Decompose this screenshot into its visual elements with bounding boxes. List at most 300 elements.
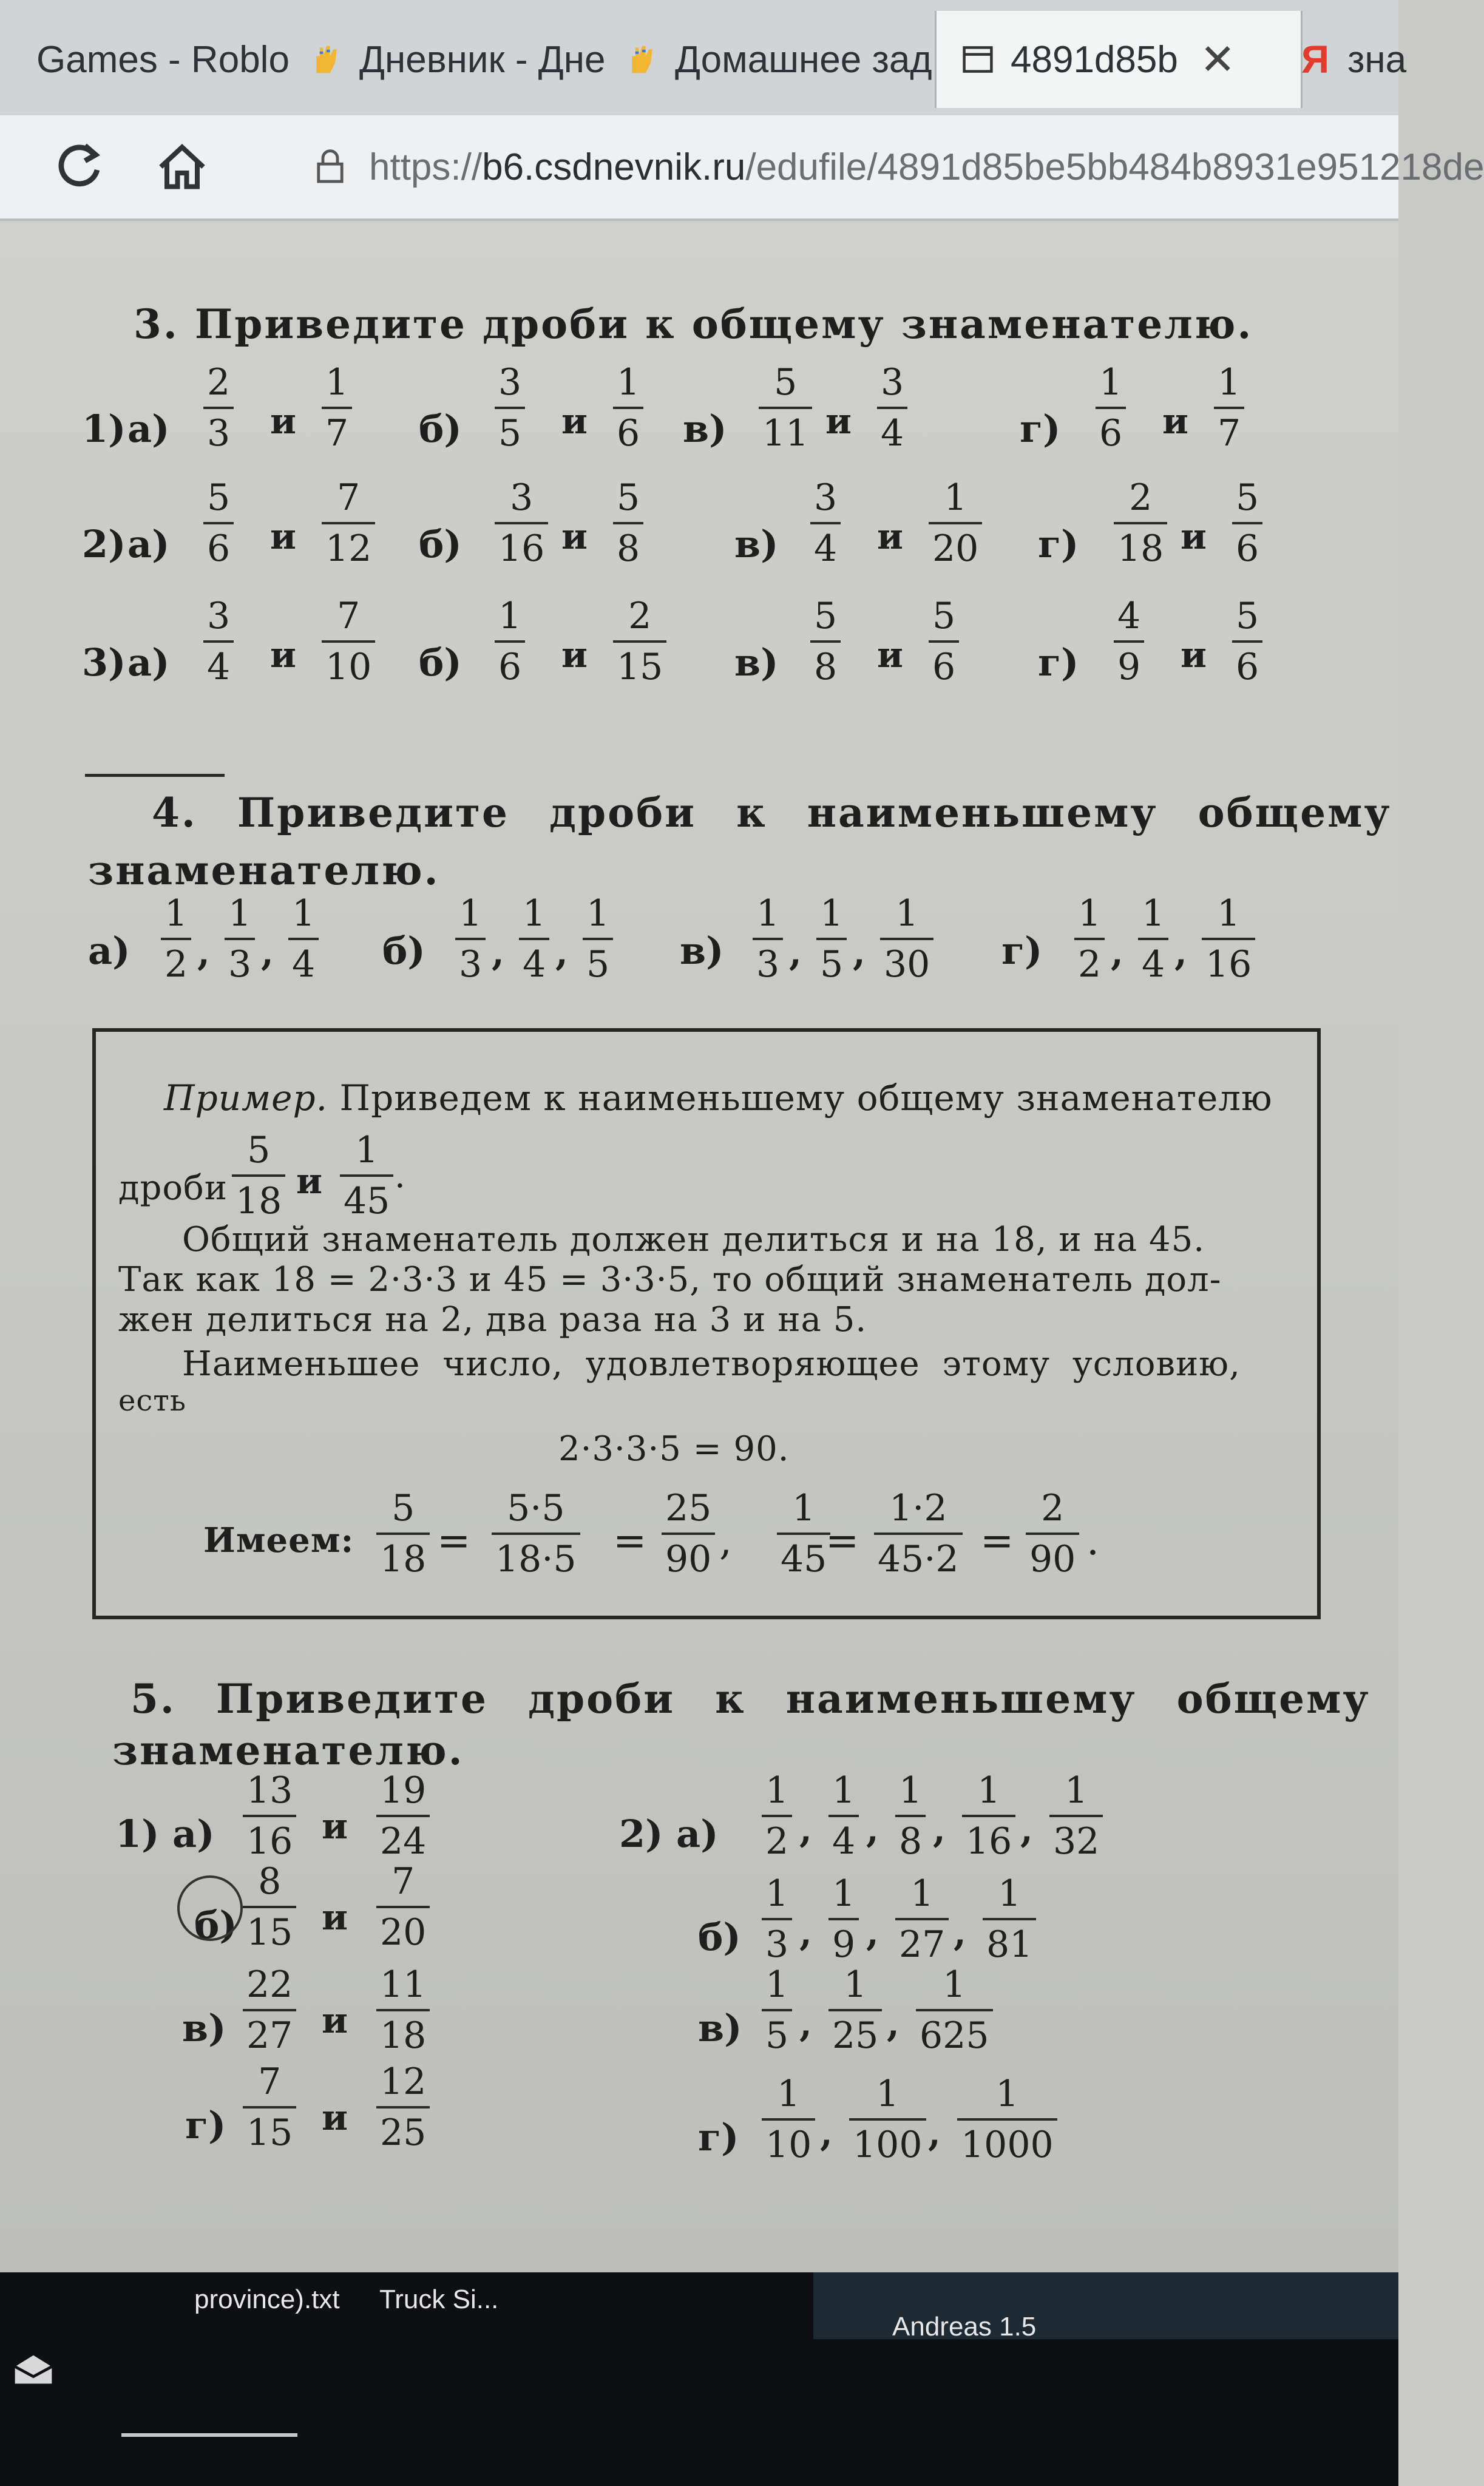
fraction — [762, 2073, 815, 2166]
comma: , — [799, 1809, 812, 1851]
numerator: 1 — [844, 1963, 867, 2006]
fraction — [243, 1769, 296, 1863]
numerator: 1 — [765, 1963, 789, 2006]
numerator: 1 — [523, 892, 546, 935]
numerator: 1 — [943, 1963, 966, 2006]
fraction — [929, 476, 982, 570]
tab-label: Games - Roblo — [36, 38, 290, 81]
conj-and: и — [1162, 401, 1189, 442]
numerator: 2 — [1129, 476, 1153, 519]
denominator: 5 — [762, 2009, 792, 2054]
denominator: 6 — [495, 640, 525, 685]
fraction — [849, 2073, 926, 2166]
numerator: 4 — [1117, 595, 1141, 637]
denominator: 20 — [929, 522, 982, 567]
item-label: 2) а) — [619, 1812, 719, 1856]
denominator: 10 — [762, 2118, 815, 2163]
conj-and: и — [270, 401, 297, 442]
denominator: 81 — [983, 1918, 1036, 1963]
denominator: 5 — [495, 407, 525, 452]
denominator: 3 — [225, 938, 255, 983]
row-label: 3) — [82, 640, 126, 685]
numerator: 1 — [899, 1769, 923, 1812]
example-line-1: Общий знаменатель должен делиться и на 18, и на 45. — [182, 1220, 1205, 1259]
fraction — [519, 892, 549, 986]
item-letter: г) — [1020, 407, 1061, 451]
fraction — [243, 2061, 296, 2154]
comma: , — [555, 932, 568, 974]
numerator: 2 — [207, 361, 231, 404]
denominator: 4 — [877, 407, 907, 452]
fraction — [983, 1872, 1036, 1966]
denominator: 90 — [1026, 1533, 1079, 1577]
fraction — [613, 476, 643, 570]
fraction — [495, 595, 525, 688]
denominator: 24 — [376, 1815, 430, 1860]
numerator: 7 — [258, 2061, 282, 2103]
item-label: б) — [698, 1915, 741, 1959]
item-letter: г) — [1038, 640, 1079, 685]
task5-title: 5. Приведите дроби к наименьшему общему — [130, 1675, 1370, 1722]
tab-current-file[interactable] — [935, 11, 1303, 108]
fraction — [1214, 361, 1244, 455]
url-path: /edufile/4891d85be5bb484b8931e951218de — [745, 146, 1484, 188]
denominator: 3 — [753, 938, 783, 983]
denominator: 25 — [828, 2009, 882, 2054]
fraction — [929, 595, 959, 688]
denominator: 32 — [1049, 1815, 1103, 1860]
comma: , — [933, 1809, 946, 1851]
numerator: 1 — [756, 892, 780, 935]
conj-and: и — [270, 516, 297, 557]
fraction — [662, 1487, 715, 1580]
home-icon[interactable] — [152, 137, 212, 197]
numerator: 5 — [207, 476, 231, 519]
fraction — [1138, 892, 1168, 986]
fraction — [203, 476, 234, 570]
fraction — [1049, 1769, 1103, 1863]
url-field[interactable] — [316, 140, 1484, 194]
numerator: 22 — [246, 1963, 293, 2006]
fraction — [583, 892, 613, 986]
fraction — [810, 595, 841, 688]
denominator: 16 — [962, 1815, 1015, 1860]
fraction — [753, 892, 783, 986]
numerator: 7 — [337, 595, 361, 637]
numerator: 5 — [247, 1129, 271, 1171]
numerator: 1 — [977, 1769, 1001, 1812]
fraction — [322, 476, 375, 570]
tab-yandex[interactable] — [1293, 11, 1407, 108]
numerator: 1 — [325, 361, 349, 404]
item-label: в) — [182, 2006, 226, 2050]
taskbar-file-andreas[interactable]: Andreas 1.5 — [892, 2312, 1037, 2342]
divider — [85, 774, 225, 777]
fraction — [916, 1963, 993, 2057]
numerator: 1 — [995, 2073, 1019, 2115]
row-label: 1) — [82, 407, 126, 451]
denominator: 10 — [322, 640, 375, 685]
denominator: 20 — [376, 1906, 430, 1951]
denominator: 6 — [929, 640, 959, 685]
denominator: 45 — [777, 1533, 830, 1577]
denominator: 25 — [376, 2106, 430, 2151]
comma: , — [799, 1912, 812, 1954]
denominator: 45 — [340, 1174, 393, 1219]
fraction — [495, 476, 548, 570]
fraction — [376, 1963, 430, 2057]
denominator: 6 — [613, 407, 643, 452]
conj-and: и — [877, 516, 904, 557]
conj-and: и — [322, 2097, 348, 2138]
numerator: 1 — [1065, 1769, 1088, 1812]
fraction — [762, 1872, 792, 1966]
numerator: 5 — [1236, 595, 1259, 637]
fraction — [495, 361, 525, 455]
numerator: 25 — [665, 1487, 712, 1529]
item-letter: а) — [127, 522, 170, 566]
comma: , — [261, 932, 274, 974]
denominator: 1000 — [957, 2118, 1057, 2163]
numerator: 3 — [207, 595, 231, 637]
denominator: 18 — [232, 1174, 285, 1219]
denominator: 12 — [322, 522, 375, 567]
fraction — [613, 361, 643, 455]
numerator: 2 — [1041, 1487, 1065, 1529]
fraction — [828, 1963, 882, 2057]
item-label: г) — [698, 2115, 739, 2159]
denominator: 8 — [810, 640, 841, 685]
item-label: 1) а) — [115, 1812, 215, 1856]
url-prefix: https:// — [369, 146, 483, 188]
conj-and: и — [825, 401, 852, 442]
numerator: 5·5 — [507, 1487, 565, 1529]
numerator: 1 — [1078, 892, 1102, 935]
comma: , — [1111, 932, 1123, 974]
fraction — [161, 892, 191, 986]
denominator: 16 — [1202, 938, 1255, 983]
numerator: 1 — [895, 892, 919, 935]
numerator: 3 — [498, 361, 522, 404]
numerator: 1 — [355, 1129, 379, 1171]
denominator: 4 — [519, 938, 549, 983]
fraction — [828, 1872, 859, 1966]
fraction — [225, 892, 255, 986]
fraction — [816, 892, 847, 986]
numerator: 11 — [380, 1963, 427, 2006]
mail-icon[interactable] — [12, 2351, 55, 2388]
conj-and: и — [561, 516, 588, 557]
numerator: 3 — [881, 361, 904, 404]
page-icon — [961, 42, 995, 76]
item-letter: г) — [1001, 929, 1043, 973]
numerator: 1 — [777, 2073, 801, 2115]
numerator: 5 — [391, 1487, 415, 1529]
item-letter: б) — [419, 640, 462, 685]
conj-and: и — [1181, 634, 1207, 676]
equals-sign: = — [437, 1517, 472, 1564]
conj-and: и — [1181, 516, 1207, 557]
numerator: 1 — [586, 892, 610, 935]
example-have: Имеем: — [203, 1520, 354, 1560]
fraction — [322, 361, 352, 455]
item-label: б) — [194, 1903, 237, 1947]
denominator: 9 — [1114, 640, 1144, 685]
item-letter: в) — [680, 929, 724, 973]
fraction — [874, 1487, 963, 1580]
fraction — [877, 361, 907, 455]
yandex-logo-icon: Я — [1301, 38, 1329, 81]
numerator: 1 — [1142, 892, 1165, 935]
tab-homework[interactable] — [625, 11, 932, 108]
taskbar — [0, 2272, 1398, 2486]
numerator: 1 — [910, 1872, 934, 1915]
comma: , — [866, 1912, 879, 1954]
numerator: 13 — [246, 1769, 293, 1812]
comma: , — [197, 932, 210, 974]
task5-title-cont: знаменателю. — [112, 1727, 464, 1774]
fraction — [243, 1963, 296, 2057]
denominator: 5 — [583, 938, 613, 983]
comma: , — [799, 2003, 812, 2045]
numerator: 19 — [380, 1769, 427, 1812]
denominator: 45·2 — [874, 1533, 963, 1577]
example-line-5: есть — [118, 1384, 186, 1418]
numerator: 5 — [814, 595, 838, 637]
denominator: 3 — [455, 938, 486, 983]
taskbar-file-province[interactable]: province).txt — [194, 2284, 340, 2314]
refresh-icon[interactable] — [49, 137, 109, 197]
lock-icon — [316, 149, 345, 185]
address-bar — [0, 115, 1484, 221]
denominator: 11 — [759, 407, 812, 452]
example-fraction-1 — [232, 1129, 285, 1222]
numerator: 12 — [380, 2061, 427, 2103]
conj-and: и — [270, 634, 297, 676]
row-label: 2) — [82, 522, 126, 566]
denominator: 6 — [1232, 640, 1262, 685]
fraction — [1074, 892, 1105, 986]
conj-and: и — [322, 1897, 348, 1938]
task4-title: 4. Приведите дроби к наименьшему общему — [152, 789, 1392, 836]
numerator: 7 — [337, 476, 361, 519]
numerator: 1 — [1217, 892, 1241, 935]
denominator: 2 — [1074, 938, 1105, 983]
fraction — [895, 1872, 949, 1966]
fraction — [288, 892, 319, 986]
fraction — [613, 595, 666, 688]
punctuation: , — [719, 1517, 733, 1564]
denominator: 18 — [376, 2009, 430, 2054]
fraction — [1114, 476, 1167, 570]
example-fractions-word: дроби — [118, 1168, 228, 1208]
denominator: 18 — [1114, 522, 1167, 567]
fraction — [243, 1860, 296, 1954]
fraction — [828, 1769, 859, 1863]
fraction — [492, 1487, 580, 1580]
denominator: 16 — [495, 522, 548, 567]
denominator: 7 — [322, 407, 352, 452]
item-letter: а) — [127, 640, 170, 685]
punctuation: . — [1086, 1517, 1100, 1564]
tab-label: Домашнее зад — [675, 38, 932, 81]
tab-label: зна — [1347, 38, 1407, 81]
fraction — [455, 892, 486, 986]
denominator: 15 — [613, 640, 666, 685]
task3-title: 3. Приведите дроби к общему знаменателю. — [134, 300, 1253, 348]
item-letter: г) — [1038, 522, 1079, 566]
denominator: 15 — [243, 2106, 296, 2151]
equals-sign: = — [825, 1517, 860, 1564]
denominator: 2 — [161, 938, 191, 983]
fraction — [203, 361, 234, 455]
numerator: 3 — [510, 476, 534, 519]
close-tab-icon[interactable]: ✕ — [1199, 36, 1236, 83]
example-intro — [164, 1077, 1273, 1119]
fraction — [376, 1487, 430, 1580]
numerator: 8 — [258, 1860, 282, 1903]
fraction — [762, 1963, 792, 2057]
numerator: 1 — [832, 1769, 856, 1812]
example-intro-text: Приведем к наименьшему общему знаменателю — [339, 1077, 1273, 1119]
item-letter: б) — [419, 407, 462, 451]
denominator: 3 — [762, 1918, 792, 1963]
fraction — [322, 595, 375, 688]
comma: , — [853, 932, 866, 974]
item-letter: б) — [382, 929, 425, 973]
fraction — [962, 1769, 1015, 1863]
numerator: 1 — [164, 892, 188, 935]
fraction — [1232, 476, 1262, 570]
equals-sign: = — [980, 1517, 1015, 1564]
denominator: 8 — [895, 1815, 926, 1860]
comma: , — [954, 1912, 966, 1954]
task4-title-cont: знаменателю. — [88, 847, 440, 894]
denominator: 4 — [1138, 938, 1168, 983]
url-domain: b6.csdnevnik.ru — [482, 146, 746, 188]
tab-dnevnik[interactable] — [310, 11, 606, 108]
denominator: 18 — [376, 1533, 430, 1577]
fraction — [1232, 595, 1262, 688]
fraction — [1026, 1487, 1079, 1580]
numerator: 3 — [814, 476, 838, 519]
item-letter: в) — [734, 522, 779, 566]
item-letter: в) — [683, 407, 727, 451]
conj-and: и — [877, 634, 904, 676]
denominator: 27 — [895, 1918, 949, 1963]
numerator: 1 — [498, 595, 522, 637]
comma: , — [492, 932, 504, 974]
numerator: 1 — [1099, 361, 1123, 404]
fraction — [376, 1769, 430, 1863]
item-letter: а) — [88, 929, 130, 973]
active-app-indicator — [121, 2433, 297, 2437]
example-label: Пример. — [164, 1077, 328, 1119]
fraction — [957, 2073, 1057, 2166]
example-line-3: жен делиться на 2, два раза на 3 и на 5. — [118, 1300, 867, 1340]
example-fraction-2 — [340, 1129, 393, 1222]
numerator: 1 — [617, 361, 640, 404]
denominator: 18·5 — [492, 1533, 580, 1577]
fraction — [777, 1487, 830, 1580]
taskbar-file-truck[interactable]: Truck Si... — [379, 2284, 499, 2314]
item-letter: б) — [419, 522, 462, 566]
example-formula: 2·3·3·5 = 90. — [558, 1429, 790, 1469]
fraction — [376, 2061, 430, 2154]
numerator: 5 — [1236, 476, 1259, 519]
numerator: 1 — [944, 476, 967, 519]
denominator: 100 — [849, 2118, 926, 2163]
denominator: 4 — [828, 1815, 859, 1860]
denominator: 3 — [203, 407, 234, 452]
numerator: 2 — [628, 595, 652, 637]
numerator: 5 — [774, 361, 798, 404]
circled-mark — [177, 1875, 243, 1941]
numerator: 1 — [792, 1487, 816, 1529]
denominator: 30 — [880, 938, 933, 983]
conj-and: и — [322, 1806, 348, 1847]
tab-label: Дневник - Дне — [359, 38, 606, 81]
comma: , — [1174, 932, 1187, 974]
item-label: в) — [698, 2006, 742, 2050]
example-line-4: Наименьшее число, удовлетворяющее этому условию, — [182, 1344, 1241, 1384]
tab-label: 4891d85b — [1011, 38, 1178, 81]
item-letter: в) — [734, 640, 779, 685]
fraction — [1202, 892, 1255, 986]
denominator: 8 — [613, 522, 643, 567]
denominator: 5 — [816, 938, 847, 983]
numerator: 5 — [617, 476, 640, 519]
fraction — [762, 1769, 792, 1863]
denominator: 4 — [288, 938, 319, 983]
numerator: 1 — [876, 2073, 900, 2115]
hand-logo-icon — [625, 42, 659, 76]
denominator: 7 — [1214, 407, 1244, 452]
comma: , — [820, 2112, 833, 2155]
hand-logo-icon — [310, 42, 344, 76]
numerator: 1 — [820, 892, 844, 935]
denominator: 6 — [203, 522, 234, 567]
comma: , — [1020, 1809, 1033, 1851]
numerator: 1 — [459, 892, 483, 935]
tab-games-roblox[interactable] — [0, 11, 322, 108]
numerator: 1·2 — [889, 1487, 947, 1529]
numerator: 1 — [228, 892, 252, 935]
equals-sign: = — [613, 1517, 648, 1564]
numerator: 1 — [832, 1872, 856, 1915]
fraction — [810, 476, 841, 570]
comma: , — [789, 932, 802, 974]
comma: , — [866, 1809, 879, 1851]
conj-and: и — [561, 634, 588, 676]
conj-and: и — [296, 1160, 323, 1202]
period: . — [395, 1156, 406, 1196]
denominator: 16 — [243, 1815, 296, 1860]
item-letter: а) — [127, 407, 170, 451]
denominator: 90 — [662, 1533, 715, 1577]
fraction — [1096, 361, 1126, 455]
fraction — [759, 361, 812, 455]
item-label: г) — [185, 2103, 226, 2147]
numerator: 1 — [765, 1769, 789, 1812]
denominator: 6 — [1096, 407, 1126, 452]
numerator: 1 — [292, 892, 316, 935]
numerator: 5 — [932, 595, 956, 637]
numerator: 7 — [391, 1860, 415, 1903]
denominator: 9 — [828, 1918, 859, 1963]
fraction — [895, 1769, 926, 1863]
fraction — [203, 595, 234, 688]
